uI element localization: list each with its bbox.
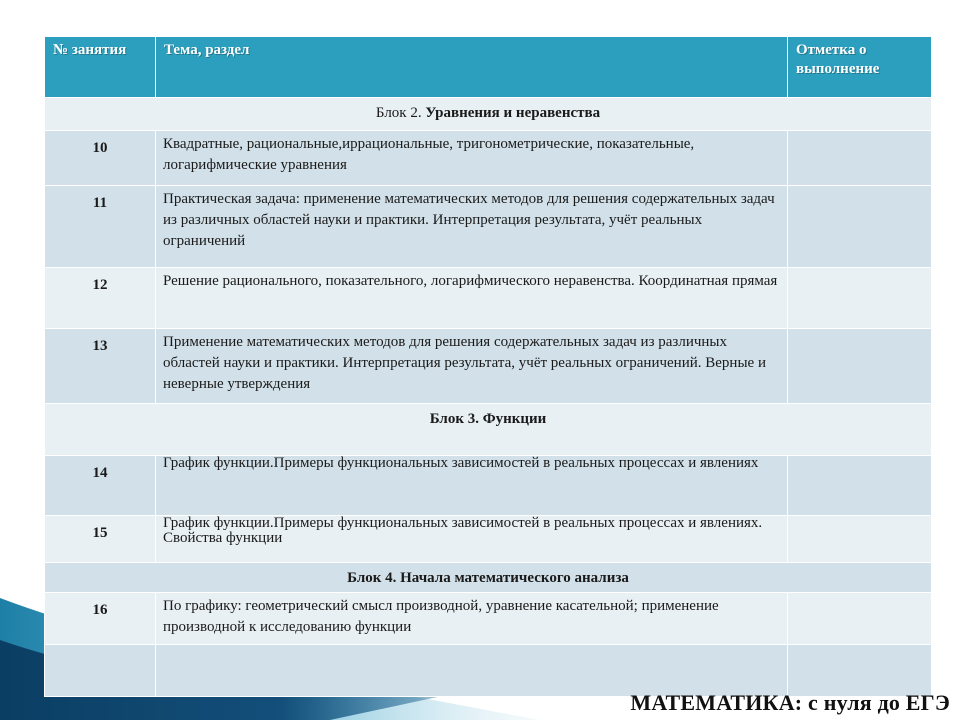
table-row <box>45 329 932 404</box>
header-lesson-number: № занятия <box>45 37 156 98</box>
completion-mark-cell <box>788 645 932 697</box>
lesson-number: 16 <box>45 593 156 645</box>
section-row-block-2 <box>45 98 932 131</box>
lesson-number: 13 <box>45 329 156 404</box>
section-name: Блок 4. Начала математического анализа <box>347 570 629 586</box>
table-row <box>45 268 932 329</box>
lesson-topic: Применение математических методов для решения содержательных задач из различных областей науки и практики. Интерпретация результата, учёт реальных ограничений. Верные и неверные утверждения <box>156 329 788 404</box>
lesson-number: 15 <box>45 516 156 563</box>
section-row-block-3 <box>45 404 932 456</box>
lesson-number <box>45 645 156 697</box>
section-title <box>45 98 932 131</box>
completion-mark-cell <box>788 131 932 186</box>
completion-mark-cell <box>788 186 932 268</box>
completion-mark-cell <box>788 456 932 516</box>
lesson-topic: По графику: геометрический смысл производной, уравнение касательной; применение производной к исследованию функции <box>156 593 788 645</box>
table-row <box>45 593 932 645</box>
lesson-topic: Решение рационального, показательного, логарифмического неравенства. Координатная прямая <box>156 268 788 329</box>
table-row <box>45 456 932 516</box>
completion-mark-cell <box>788 593 932 645</box>
completion-mark-cell <box>788 268 932 329</box>
table-row <box>45 131 932 186</box>
lesson-number: 11 <box>45 186 156 268</box>
lesson-topic: Квадратные, рациональные,иррациональные, тригонометрические, показательные, логарифмические уравнения <box>156 131 788 186</box>
section-prefix: Блок 2. <box>375 105 426 121</box>
table-row-empty <box>45 645 932 697</box>
lesson-plan-table <box>44 36 932 697</box>
completion-mark-cell <box>788 516 932 563</box>
table-row <box>45 516 932 563</box>
lesson-topic: График функции.Примеры функциональных зависимостей в реальных процессах и явлениях. Свойства функции <box>156 516 788 563</box>
completion-mark-cell <box>788 329 932 404</box>
header-completion-mark: Отметка о выполнение <box>788 37 932 98</box>
section-title <box>45 404 932 456</box>
lesson-topic <box>156 645 788 697</box>
lesson-number: 10 <box>45 131 156 186</box>
section-name: Блок 3. Функции <box>429 411 547 427</box>
section-title <box>45 563 932 593</box>
lesson-topic: Практическая задача: применение математических методов для решения содержательных задач из различных областей науки и практики. Интерпретация результата, учёт реальных ограничений <box>156 186 788 268</box>
table-row <box>45 186 932 268</box>
lesson-topic: График функции.Примеры функциональных зависимостей в реальных процессах и явлениях <box>156 456 788 516</box>
header-topic: Тема, раздел <box>156 37 788 98</box>
lesson-number: 14 <box>45 456 156 516</box>
lesson-number: 12 <box>45 268 156 329</box>
slide-footer-title: МАТЕМАТИКА: с нуля до ЕГЭ <box>630 690 950 715</box>
section-row-block-4 <box>45 563 932 593</box>
section-name: Уравнения и неравенства <box>425 105 601 121</box>
table-header-row <box>45 37 932 98</box>
